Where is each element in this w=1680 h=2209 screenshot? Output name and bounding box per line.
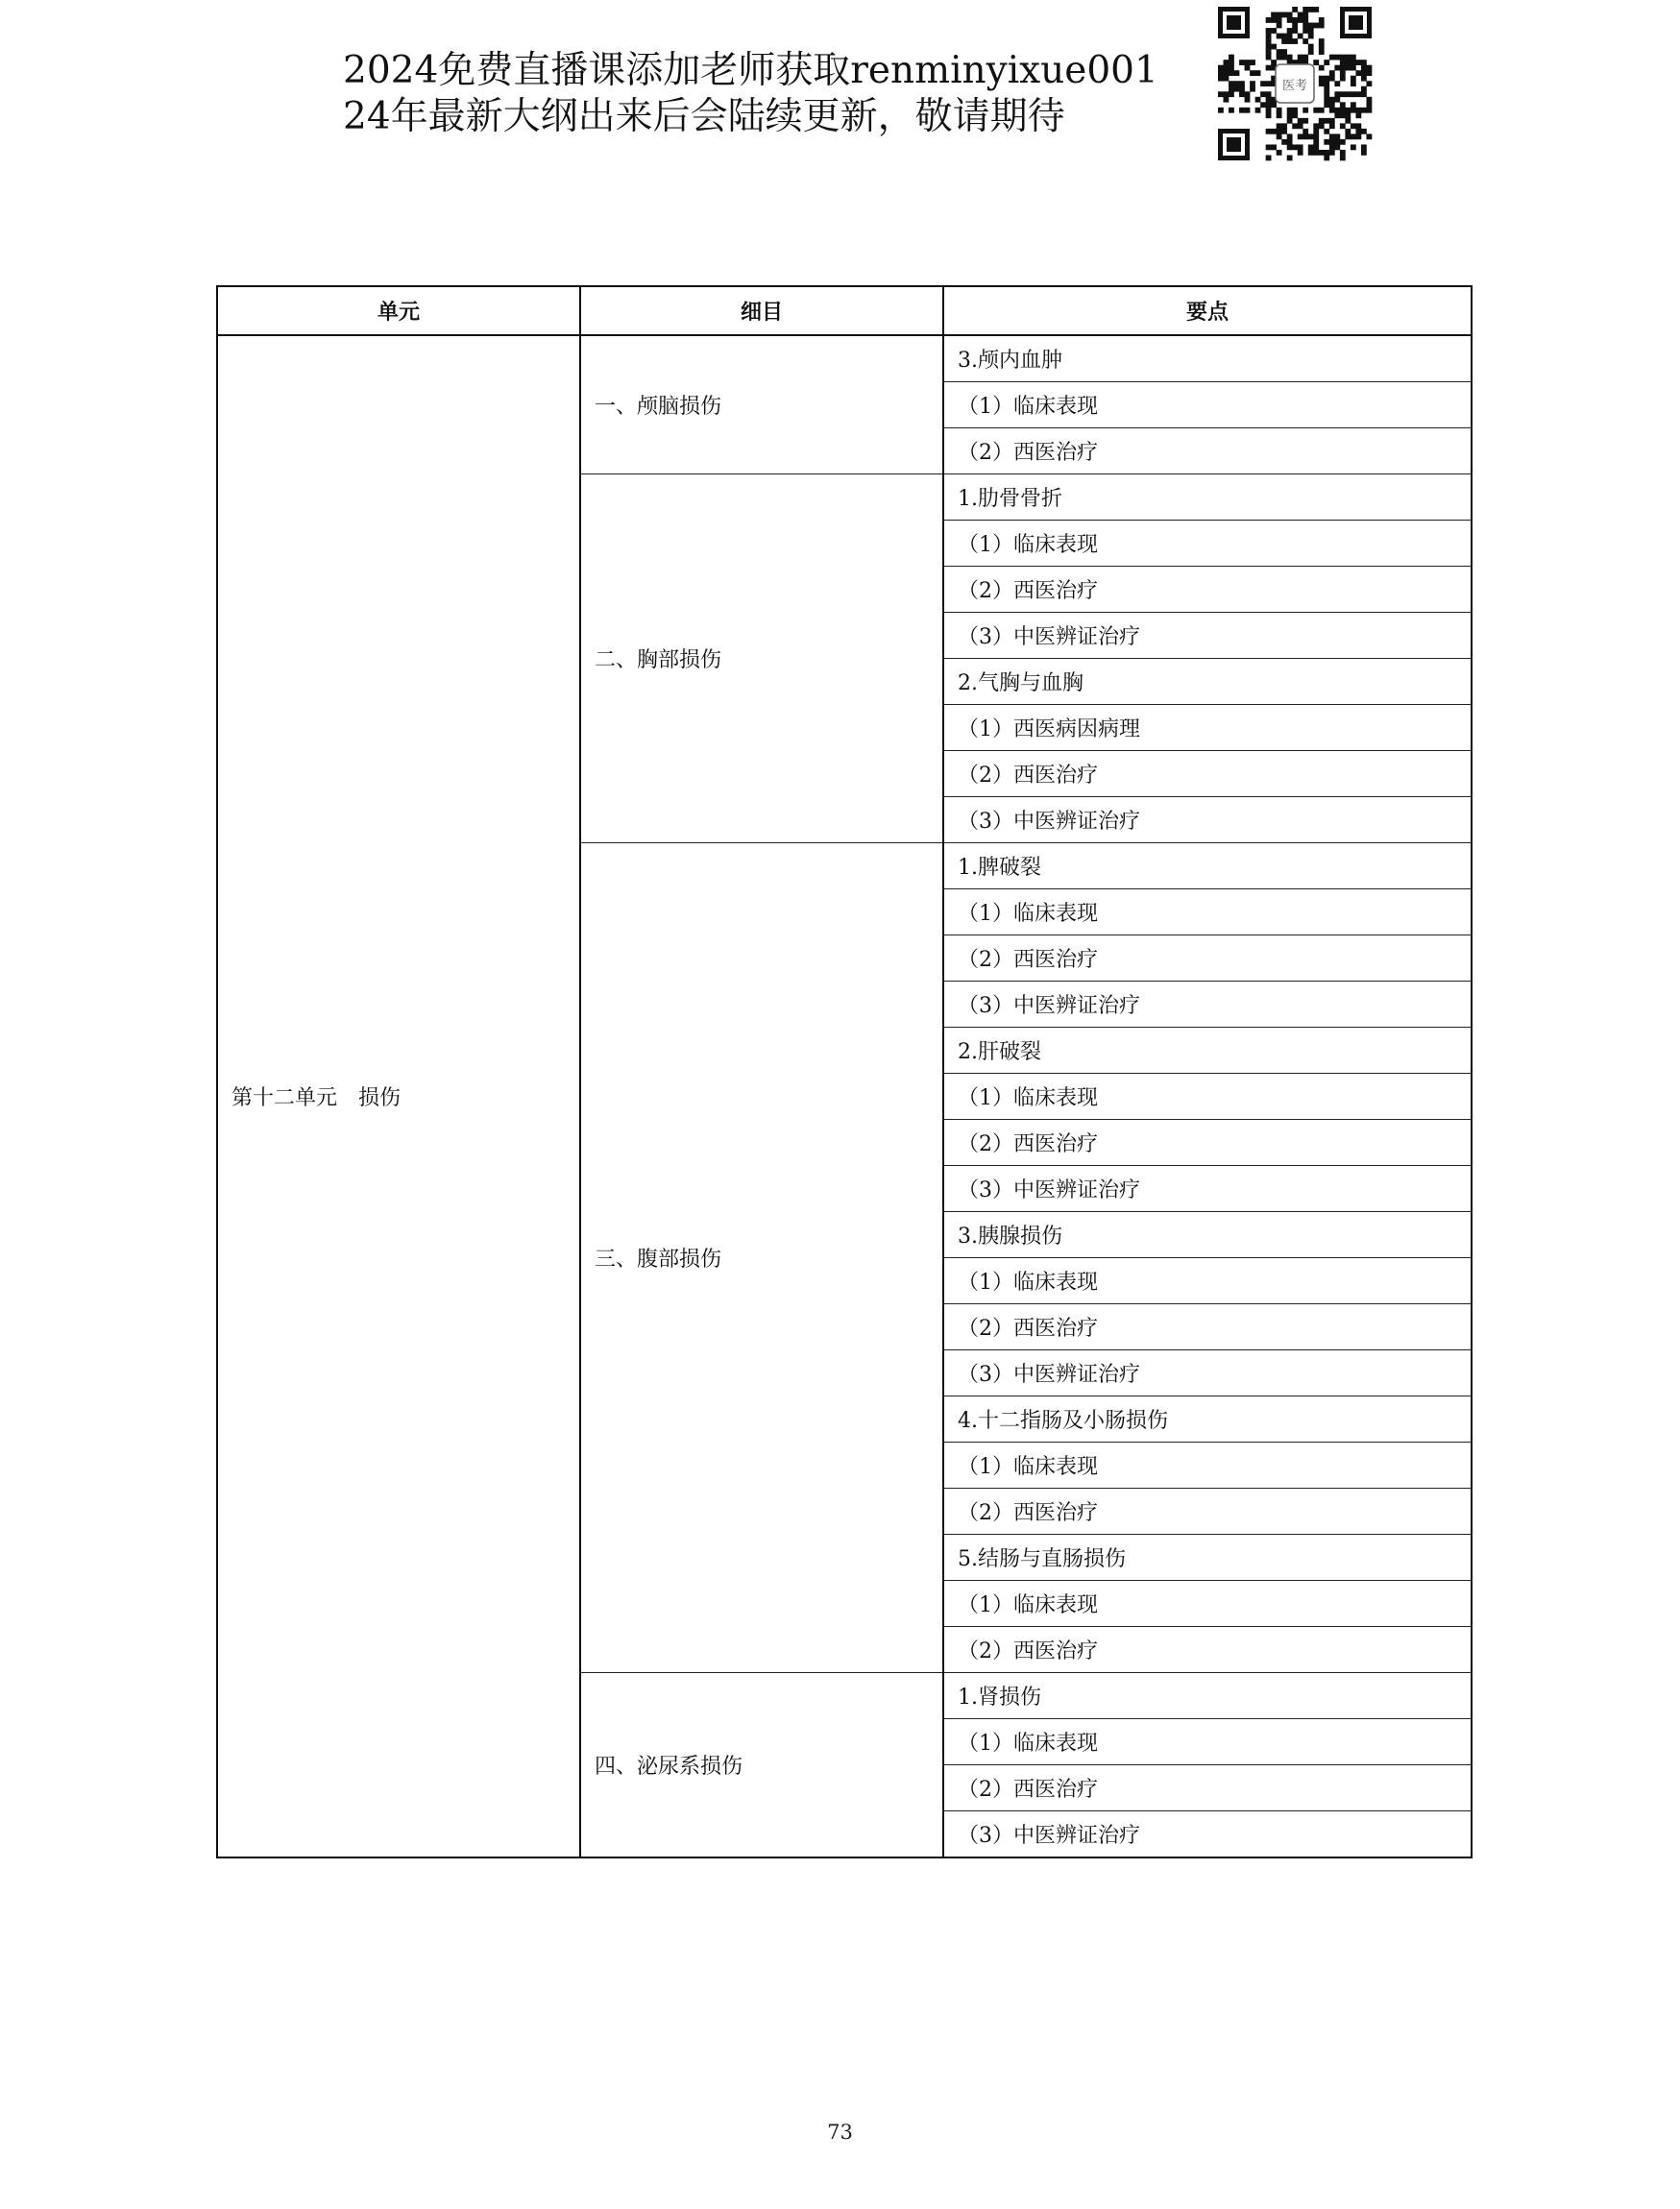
header-unit: 单元 bbox=[217, 286, 580, 335]
promo-header bbox=[343, 48, 1158, 140]
promo-line-2: 24年最新大纲出来后会陆续更新，敬请期待 bbox=[343, 95, 1065, 138]
point-cell: （3）中医辨证治疗 bbox=[943, 1811, 1472, 1858]
point-cell: 5.结肠与直肠损伤 bbox=[943, 1535, 1472, 1581]
qr-code bbox=[1216, 5, 1374, 162]
promo-line-1: 2024免费直播课添加老师获取renminyixue001 bbox=[343, 49, 1158, 92]
point-cell: （1）临床表现 bbox=[943, 382, 1472, 428]
point-cell: 4.十二指肠及小肠损伤 bbox=[943, 1396, 1472, 1443]
point-cell: （1）临床表现 bbox=[943, 1581, 1472, 1627]
table-body bbox=[217, 335, 1472, 1857]
unit-cell: 第十二单元 损伤 bbox=[217, 335, 580, 1857]
point-cell: （1）临床表现 bbox=[943, 521, 1472, 567]
point-cell: （2）西医治疗 bbox=[943, 1627, 1472, 1673]
point-cell: （1）临床表现 bbox=[943, 1719, 1472, 1765]
point-cell: （2）西医治疗 bbox=[943, 935, 1472, 982]
point-cell: 3.颅内血肿 bbox=[943, 335, 1472, 382]
qr-center-logo bbox=[1276, 64, 1314, 103]
point-cell: 1.脾破裂 bbox=[943, 843, 1472, 889]
point-cell: （1）临床表现 bbox=[943, 1258, 1472, 1304]
point-cell: （3）中医辨证治疗 bbox=[943, 797, 1472, 843]
point-cell: （3）中医辨证治疗 bbox=[943, 1166, 1472, 1212]
point-cell: （3）中医辨证治疗 bbox=[943, 1350, 1472, 1396]
point-cell: 2.气胸与血胸 bbox=[943, 659, 1472, 705]
table-row bbox=[217, 335, 1472, 382]
point-cell: （1）西医病因病理 bbox=[943, 705, 1472, 751]
syllabus-table bbox=[216, 285, 1473, 1858]
point-cell: （3）中医辨证治疗 bbox=[943, 982, 1472, 1028]
point-cell: （1）临床表现 bbox=[943, 1443, 1472, 1489]
point-cell: （2）西医治疗 bbox=[943, 1304, 1472, 1350]
header-subject: 细目 bbox=[580, 286, 943, 335]
header-points: 要点 bbox=[943, 286, 1472, 335]
point-cell: （1）临床表现 bbox=[943, 1074, 1472, 1120]
point-cell: 3.胰腺损伤 bbox=[943, 1212, 1472, 1258]
page-number: 73 bbox=[827, 2121, 853, 2144]
subject-cell: 三、腹部损伤 bbox=[580, 843, 943, 1673]
subject-cell: 四、泌尿系损伤 bbox=[580, 1673, 943, 1858]
qr-finder-top-right bbox=[1340, 7, 1372, 38]
point-cell: （2）西医治疗 bbox=[943, 567, 1472, 613]
qr-finder-top-left bbox=[1218, 7, 1250, 38]
subject-cell: 一、颅脑损伤 bbox=[580, 335, 943, 474]
table-header-row bbox=[217, 286, 1472, 335]
point-cell: （2）西医治疗 bbox=[943, 1120, 1472, 1166]
point-cell: 1.肾损伤 bbox=[943, 1673, 1472, 1719]
point-cell: （1）临床表现 bbox=[943, 889, 1472, 935]
qr-finder-bottom-left bbox=[1218, 129, 1250, 160]
point-cell: （2）西医治疗 bbox=[943, 428, 1472, 474]
qr-logo-text: 医考 bbox=[1281, 79, 1308, 93]
point-cell: （3）中医辨证治疗 bbox=[943, 613, 1472, 659]
point-cell: （2）西医治疗 bbox=[943, 1765, 1472, 1811]
point-cell: （2）西医治疗 bbox=[943, 751, 1472, 797]
point-cell: 2.肝破裂 bbox=[943, 1028, 1472, 1074]
point-cell: 1.肋骨骨折 bbox=[943, 474, 1472, 521]
subject-cell: 二、胸部损伤 bbox=[580, 474, 943, 843]
point-cell: （2）西医治疗 bbox=[943, 1489, 1472, 1535]
